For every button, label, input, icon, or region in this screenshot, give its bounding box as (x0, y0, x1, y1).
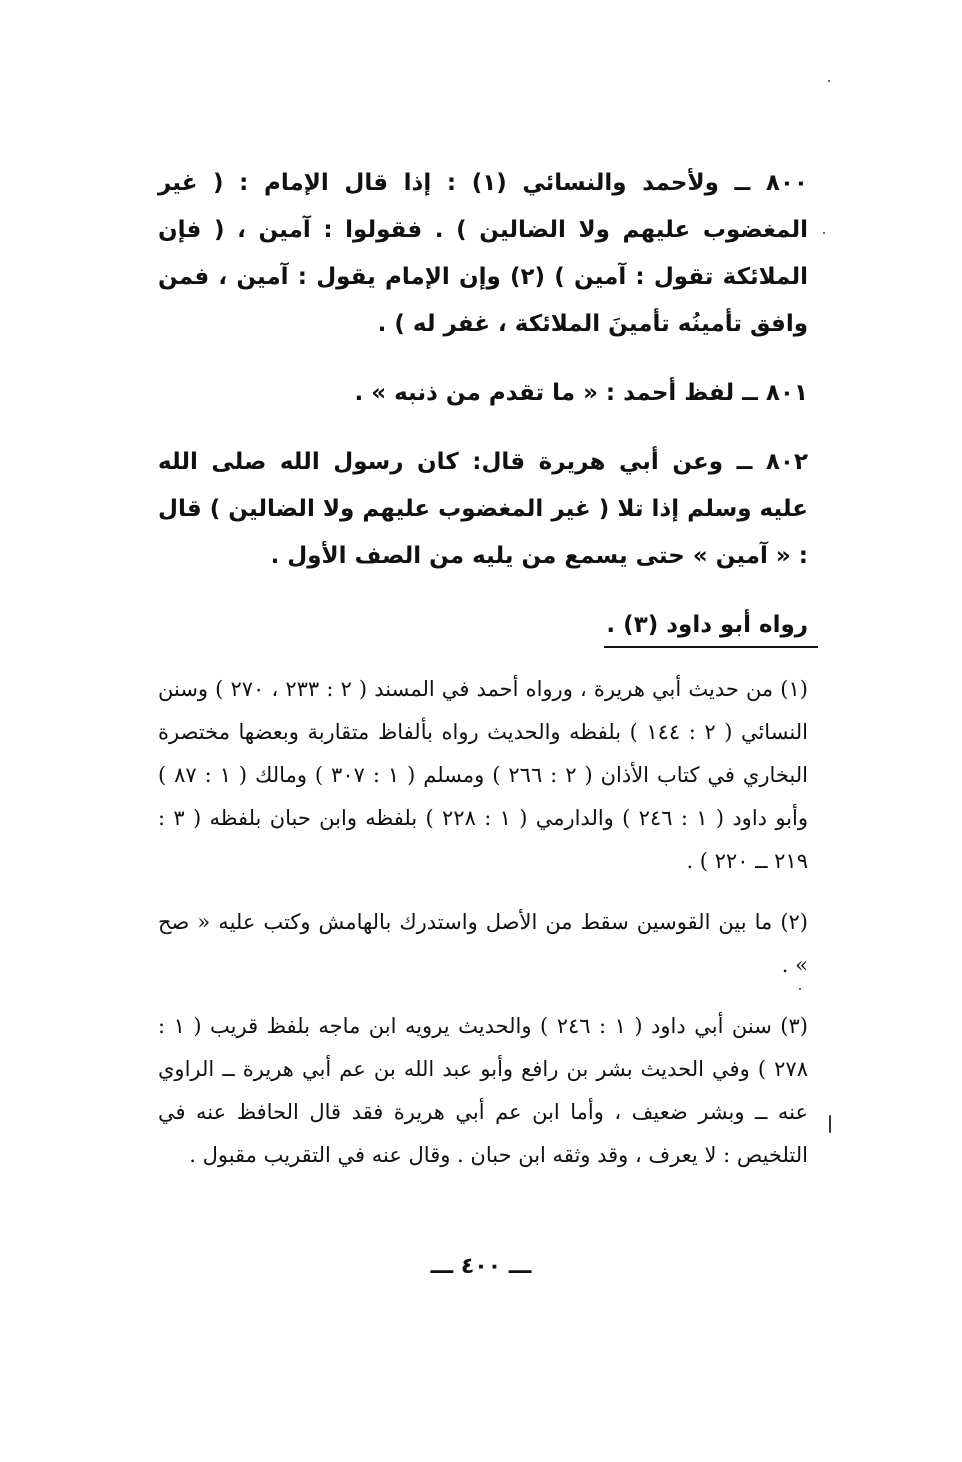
footnotes (158, 668, 808, 1195)
narration-line: رواه أبو داود (٣) . (606, 612, 808, 638)
footnote-3: (٣) سنن أبي داود ( ١ : ٢٤٦ ) والحديث يرويه ابن ماجه بلفظ قريب ( ١ : ٢٧٨ ) وفي الحديث بشر بن رافع وأبو عبد الله بن عم أبي هريرة ــ الراوي عنه ــ وبشر ضعيف ، وأما ابن عم أبي هريرة فقد قال الحافظ عنه في التلخيص : لا يعرف ، وقد وثقه ابن حبان . وقال عنه في التقريب مقبول . (158, 1014, 808, 1167)
footnote-1: (١) من حديث أبي هريرة ، ورواه أحمد في المسند ( ٢ : ٢٣٣ ، ٢٧٠ ) وسنن النسائي ( ٢ : ١٤٤ ) بلفظه والحديث رواه بألفاظ متقاربة وبعضها مختصرة البخاري في كتاب الأذان ( ٢ : ٢٦٦ ) ومسلم ( ١ : ٣٠٧ ) ومالك ( ١ : ٨٧ ) وأبو داود ( ١ : ٢٤٦ ) والدارمي ( ١ : ٢٢٨ ) بلفظه وابن حبان بلفظه ( ٣ : ٢١٩ ــ ٢٢٠ ) . (158, 677, 809, 873)
footnote-2: (٢) ما بين القوسين سقط من الأصل واستدرك بالهامش وكتب عليه « صح » . (158, 910, 808, 977)
hadith-802: ٨٠٢ ــ وعن أبي هريرة قال: كان رسول الله صلى الله عليه وسلم إذا تلا ( غير المغضوب عليهم ولا الضالين ) قال : « آمين » حتى يسمع من يليه من الصف الأول . (158, 449, 808, 569)
hadith-800: ٨٠٠ ــ ولأحمد والنسائي (١) : إذا قال الإمام : ( غير المغضوب عليهم ولا الضالين ) . فقولوا : آمين ، ( فإن الملائكة تقول : آمين ) (٢) وإن الإمام يقول : آمين ، فمن وافق تأمينُه تأمينَ الملائكة ، غفر له ) . (158, 170, 808, 337)
hadith-801: ٨٠١ ــ لفظ أحمد : « ما تقدم من ذنبه » . (354, 380, 808, 406)
page-number: ـــ ٤٠٠ ـــ (430, 1254, 532, 1279)
footnote-separator (604, 646, 818, 648)
main-text (158, 160, 808, 649)
